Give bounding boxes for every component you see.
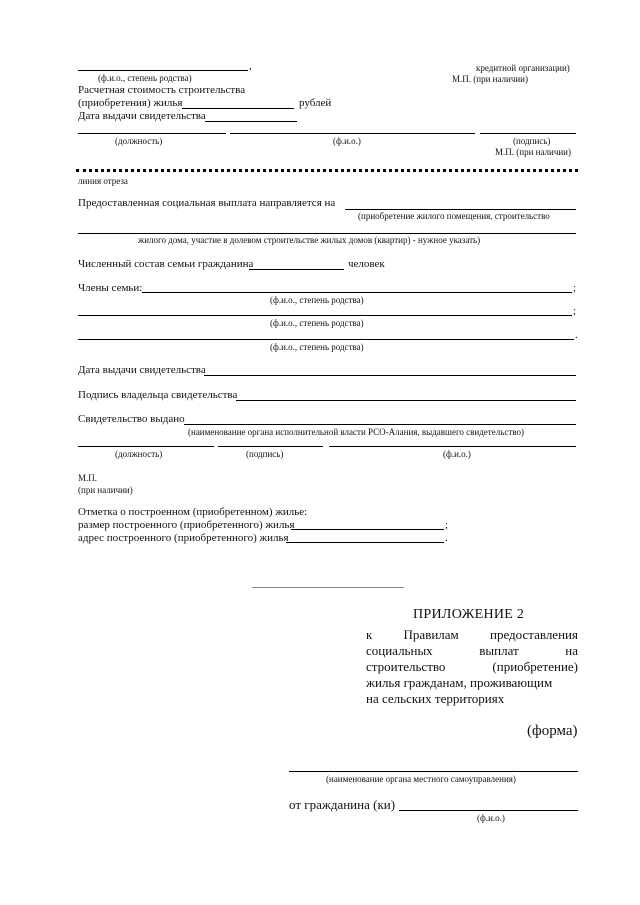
mark-built-label: Отметка о построенном (приобретенном) жилье: [78,506,308,518]
appendix-line-4: жилья гражданам, проживающим [366,675,553,690]
from-citizen-label: от гражданина (ки) [289,797,396,812]
cut-line [76,169,578,172]
form-label: (форма) [527,723,578,739]
appendix-word: выплат [479,643,519,658]
appendix-line-5: на сельских территориях [366,691,505,706]
addr-built-label: адрес построенного (приобретенного) жилья [78,532,289,544]
issued-by-label: Свидетельство выдано [78,413,185,425]
appendix-word: строительство [366,659,446,674]
appendix-word: социальных [366,643,433,658]
date-issue-field-top[interactable] [205,121,297,122]
semicolon-3: ; [445,519,449,531]
signature-hint: (подпись) [246,449,284,459]
credit-org-text: кредитной организации) [476,63,570,73]
family-size-label: Численный состав семьи гражданина [78,258,254,270]
comma: , [249,60,252,72]
appendix-line-2 [366,643,578,659]
family-size-field[interactable] [249,269,344,270]
position-line-top[interactable] [78,133,226,134]
size-built-field[interactable] [291,529,444,530]
semicolon-1: ; [573,282,577,294]
member-hint-2: (ф.и.о., степень родства) [270,318,364,328]
date-issue-field[interactable] [204,375,576,376]
period-2: . [445,532,448,544]
date-issue-label: Дата выдачи свидетельства [78,364,206,376]
size-built-label: размер построенного (приобретенного) жилья [78,519,295,531]
fio-hint-top: (ф.и.о.) [333,136,361,146]
cost-label-1: Расчетная стоимость строительства [78,84,246,96]
member-field-2[interactable] [78,315,572,316]
fio-hint: (ф.и.о.) [443,449,471,459]
period-1: . [575,329,578,341]
from-citizen-hint: (ф.и.о.) [477,813,505,823]
addr-built-field[interactable] [286,542,444,543]
payment-directed-label: Предоставленная социальная выплата направляется на [78,197,336,209]
from-citizen-field[interactable] [399,810,578,811]
appendix-word: на [565,643,578,658]
members-label: Члены семьи: [78,282,143,294]
appendix-word: Правилам [403,627,459,642]
payment-field-2[interactable] [78,233,576,234]
date-issue-label-top: Дата выдачи свидетельства [78,110,206,122]
local-gov-hint: (наименование органа местного самоуправления) [326,774,516,784]
position-hint: (должность) [115,449,163,459]
member-field-3[interactable] [78,339,574,340]
appendix-word: предоставления [489,627,578,642]
signature-line-top[interactable] [480,133,576,134]
appendix-line-1 [366,627,578,643]
persons-label: человек [348,258,385,270]
fio-line-top [78,70,248,71]
mp-hint: (при наличии) [78,485,133,495]
position-line[interactable] [78,446,214,447]
owner-sign-field[interactable] [236,400,576,401]
signature-hint-top: (подпись) [513,136,551,146]
payment-field-1[interactable] [345,209,576,210]
fio-line[interactable] [329,446,576,447]
appendix-title: ПРИЛОЖЕНИЕ 2 [413,607,525,622]
local-gov-field[interactable] [289,771,578,772]
cost-label-2: (приобретения) жилья [78,97,183,109]
owner-sign-label: Подпись владельца свидетельства [78,389,238,401]
stamp-hint-2: М.П. (при наличии) [495,147,571,157]
issued-by-field[interactable] [184,424,576,425]
appendix-line-3 [366,659,578,675]
member-field-1[interactable] [142,292,572,293]
appendix-word: к [366,627,373,642]
payment-hint-2: жилого дома, участие в долевом строительстве жилых домов (квартир) - нужное указать) [138,235,481,245]
signature-line[interactable] [218,446,323,447]
issued-by-hint: (наименование органа исполнительной власти РСО-Алания, выдавшего свидетельство) [188,427,524,437]
rubles-label: рублей [299,97,332,109]
stamp-hint: М.П. (при наличии) [452,74,528,84]
member-hint-1: (ф.и.о., степень родства) [270,295,364,305]
cost-field[interactable] [182,108,294,109]
member-hint-3: (ф.и.о., степень родства) [270,342,364,352]
fio-degree-hint: (ф.и.о., степень родства) [98,73,192,83]
semicolon-2: ; [573,305,577,317]
appendix-word: (приобретение) [492,659,578,674]
fio-line-top2[interactable] [230,133,475,134]
separator-line [252,587,404,588]
payment-hint-1: (приобретение жилого помещения, строительство [358,211,550,221]
mp-label: М.П. [78,473,98,483]
position-hint-top: (должность) [115,136,163,146]
cut-line-label: линия отреза [78,176,128,186]
